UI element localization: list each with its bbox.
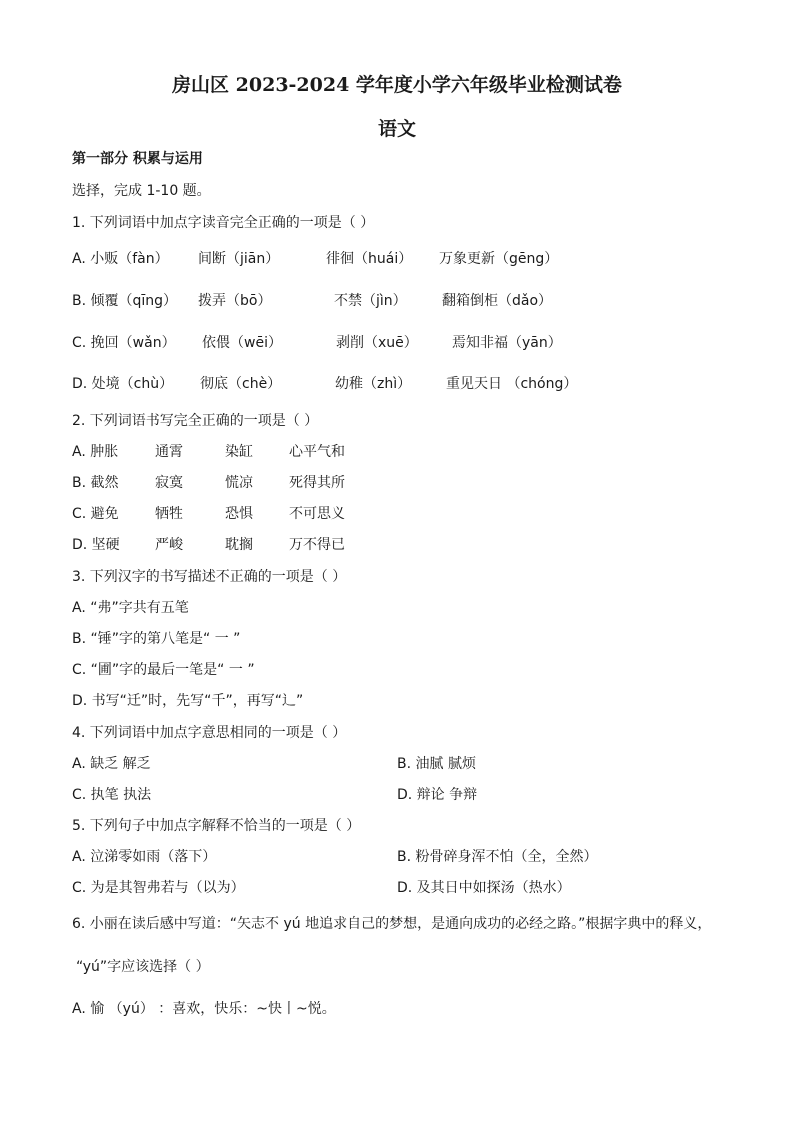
q3-option-a: A. “弗”字共有五笔 xyxy=(72,600,189,616)
q5-option-a: A. 泣涕零如雨（落下） xyxy=(72,849,217,865)
section-heading: 第一部分 积累与运用 xyxy=(72,151,203,167)
q6-stem-line2: “yú”字应该选择（ ） xyxy=(76,959,210,975)
q3-option-b: B. “锤”字的第八笔是“ 一 ” xyxy=(72,631,241,647)
q1-b-word3: 不禁（jìn） xyxy=(334,293,407,309)
q1-a-word4: 万象更新（gēng） xyxy=(439,251,559,267)
exam-title: 房山区 2023-2024 学年度小学六年级毕业检测试卷 xyxy=(172,74,622,96)
q3-option-d: D. 书写“迁”时，先写“千”，再写“辶” xyxy=(72,693,304,709)
q4-stem: 4. 下列词语中加点字意思相同的一项是（ ） xyxy=(72,725,347,741)
q1-d-word3: 幼稚（zhì） xyxy=(335,376,412,392)
q1-b-word1: B. 倾覆（qīng） xyxy=(72,293,178,309)
q3-stem: 3. 下列汉字的书写描述不正确的一项是（ ） xyxy=(72,569,347,585)
q5-option-d: D. 及其日中如探汤（热水） xyxy=(397,880,571,896)
q2-d-word2: 严峻 xyxy=(155,537,183,553)
q2-a-word3: 染缸 xyxy=(225,444,253,460)
q2-c-word3: 恐惧 xyxy=(225,506,253,522)
q2-b-word4: 死得其所 xyxy=(289,475,345,491)
q2-a-word1: A. 肿胀 xyxy=(72,444,119,460)
q2-d-word1: D. 坚硬 xyxy=(72,537,120,553)
q2-c-word2: 牺牲 xyxy=(155,506,183,522)
q6-option-a: A. 愉 （yú） ：喜欢，快乐：~快丨~悦。 xyxy=(72,1001,336,1017)
q1-d-word2: 彻底（chè） xyxy=(200,376,282,392)
q2-b-word3: 慌凉 xyxy=(225,475,253,491)
q1-c-word1: C. 挽回（wǎn） xyxy=(72,335,176,351)
q2-b-word2: 寂寞 xyxy=(155,475,183,491)
q2-stem: 2. 下列词语书写完全正确的一项是（ ） xyxy=(72,413,319,429)
q2-d-word3: 耽搁 xyxy=(225,537,253,553)
q1-c-word4: 焉知非福（yān） xyxy=(452,335,562,351)
q4-option-d: D. 辩论 争辩 xyxy=(397,787,478,803)
q3-option-c: C. “圃”字的最后一笔是“ 一 ” xyxy=(72,662,255,678)
q6-stem-line1: 6. 小丽在读后感中写道：“矢志不 yú 地追求自己的梦想，是通向成功的必经之路。”根据字典中的释义， xyxy=(72,916,712,932)
instruction: 选择，完成 1-10 题。 xyxy=(72,183,211,199)
q1-d-word4: 重见天日 （chóng） xyxy=(446,376,578,392)
q1-a-word2: 间断（jiān） xyxy=(198,251,280,267)
q1-b-word4: 翻箱倒柜（dǎo） xyxy=(442,293,553,309)
q4-option-b: B. 油腻 腻烦 xyxy=(397,756,476,772)
q2-b-word1: B. 截然 xyxy=(72,475,119,491)
q2-c-word4: 不可思义 xyxy=(289,506,345,522)
q5-option-b: B. 粉骨碎身浑不怕（全，全然） xyxy=(397,849,598,865)
q1-c-word2: 依偎（wēi） xyxy=(202,335,282,351)
q1-b-word2: 拨弄（bō） xyxy=(198,293,272,309)
q1-d-word1: D. 处境（chù） xyxy=(72,376,174,392)
q1-stem: 1. 下列词语中加点字读音完全正确的一项是（ ） xyxy=(72,215,375,231)
q2-a-word4: 心平气和 xyxy=(289,444,345,460)
q4-option-c: C. 执笔 执法 xyxy=(72,787,152,803)
q2-d-word4: 万不得已 xyxy=(289,537,345,553)
subject-title: 语文 xyxy=(377,118,416,140)
q4-option-a: A. 缺乏 解乏 xyxy=(72,756,151,772)
q1-c-word3: 剥削（xuē） xyxy=(336,335,418,351)
q1-a-word1: A. 小贩（fàn） xyxy=(72,251,169,267)
q1-a-word3: 徘徊（huái） xyxy=(326,251,413,267)
q5-option-c: C. 为是其智弗若与（以为） xyxy=(72,880,245,896)
q5-stem: 5. 下列句子中加点字解释不恰当的一项是（ ） xyxy=(72,818,361,834)
q2-a-word2: 通霄 xyxy=(155,444,183,460)
q2-c-word1: C. 避免 xyxy=(72,506,119,522)
